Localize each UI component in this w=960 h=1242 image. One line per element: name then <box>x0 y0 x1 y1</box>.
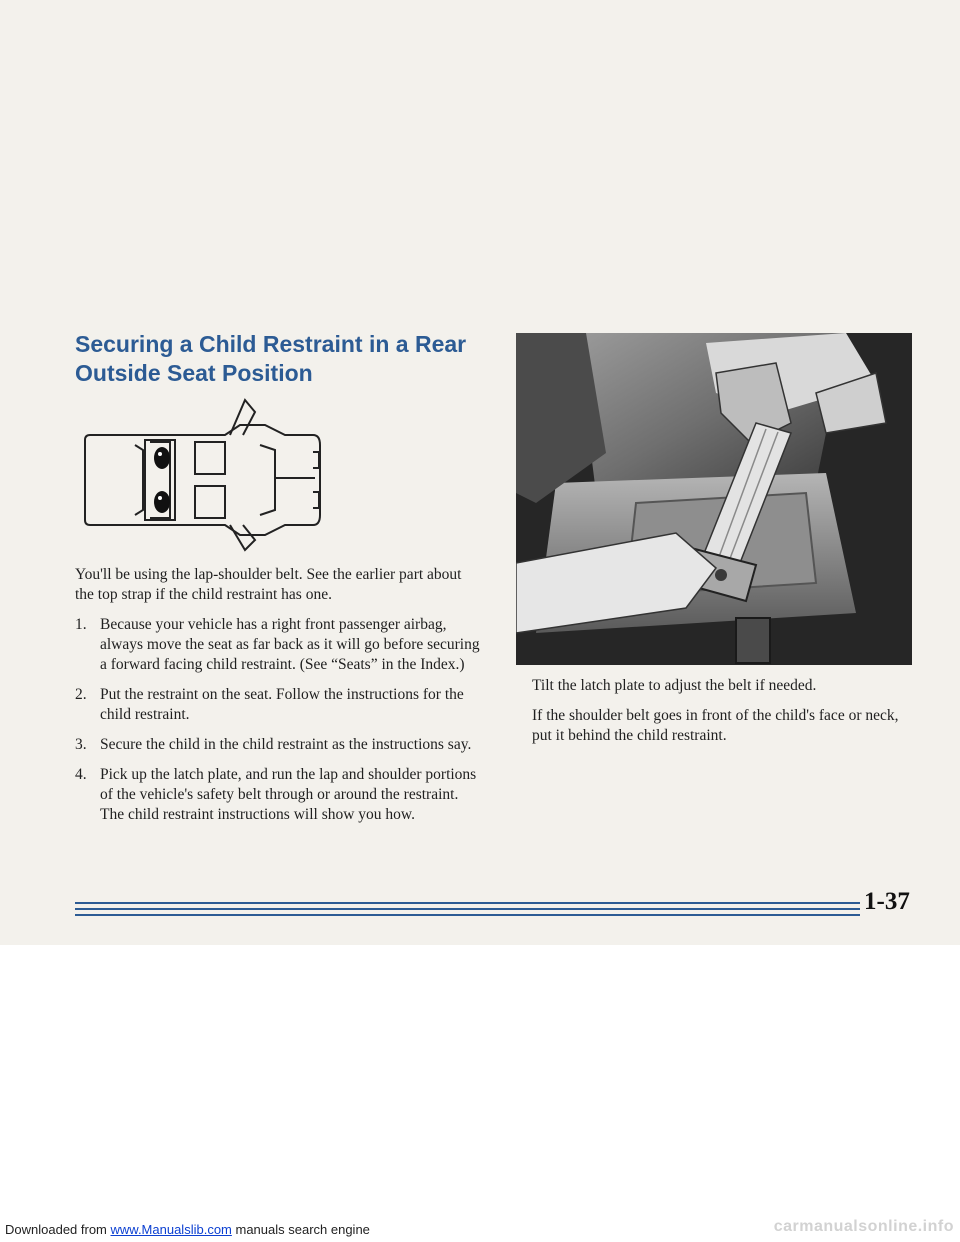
list-item <box>75 685 480 725</box>
step-text: Put the restraint on the seat. Follow the instructions for the child restraint. <box>100 686 464 723</box>
vehicle-seat-diagram <box>75 390 325 555</box>
page-number: 1-37 <box>864 888 910 915</box>
footer-prefix: Downloaded from <box>5 1222 111 1237</box>
heading-line-1: Securing a Child Restraint in a Rear <box>75 331 467 357</box>
latch-plate-photo <box>516 333 912 665</box>
list-item <box>75 615 480 675</box>
footer-rule <box>75 902 860 904</box>
step-number: 1. <box>75 616 87 633</box>
list-item <box>75 735 480 755</box>
intro-paragraph: You'll be using the lap-shoulder belt. See the earlier part about the top strap if the child restraint has one. <box>75 566 462 603</box>
step-number: 2. <box>75 686 87 703</box>
download-footer <box>5 1222 370 1237</box>
step-text: Because your vehicle has a right front passenger airbag, always move the seat as far back as it will go before securing a forward facing child restraint. (See “Seats” in the Index.) <box>100 616 480 673</box>
step-number: 3. <box>75 736 87 753</box>
steps-list <box>75 615 480 825</box>
step-number: 4. <box>75 766 87 783</box>
footer-rule <box>75 914 860 916</box>
step-text: Secure the child in the child restraint as the instructions say. <box>100 736 472 753</box>
site-watermark: carmanualsonline.info <box>773 1218 954 1235</box>
tilt-latch-paragraph: Tilt the latch plate to adjust the belt if needed. <box>532 677 817 694</box>
section-heading <box>75 330 475 388</box>
instructions-left <box>75 565 480 835</box>
shoulder-belt-paragraph: If the shoulder belt goes in front of the child's face or neck, put it behind the child restraint. <box>532 707 899 744</box>
manualslib-link[interactable]: www.Manualslib.com <box>110 1222 232 1237</box>
step-text: Pick up the latch plate, and run the lap and shoulder portions of the vehicle's safety belt through or around the restraint. The child restraint instructions will show you how. <box>100 766 477 823</box>
instructions-right <box>532 676 922 756</box>
footer-rule <box>75 908 860 910</box>
heading-line-2: Outside Seat Position <box>75 360 313 386</box>
footer-suffix: manuals search engine <box>231 1222 370 1237</box>
list-item <box>75 765 480 825</box>
